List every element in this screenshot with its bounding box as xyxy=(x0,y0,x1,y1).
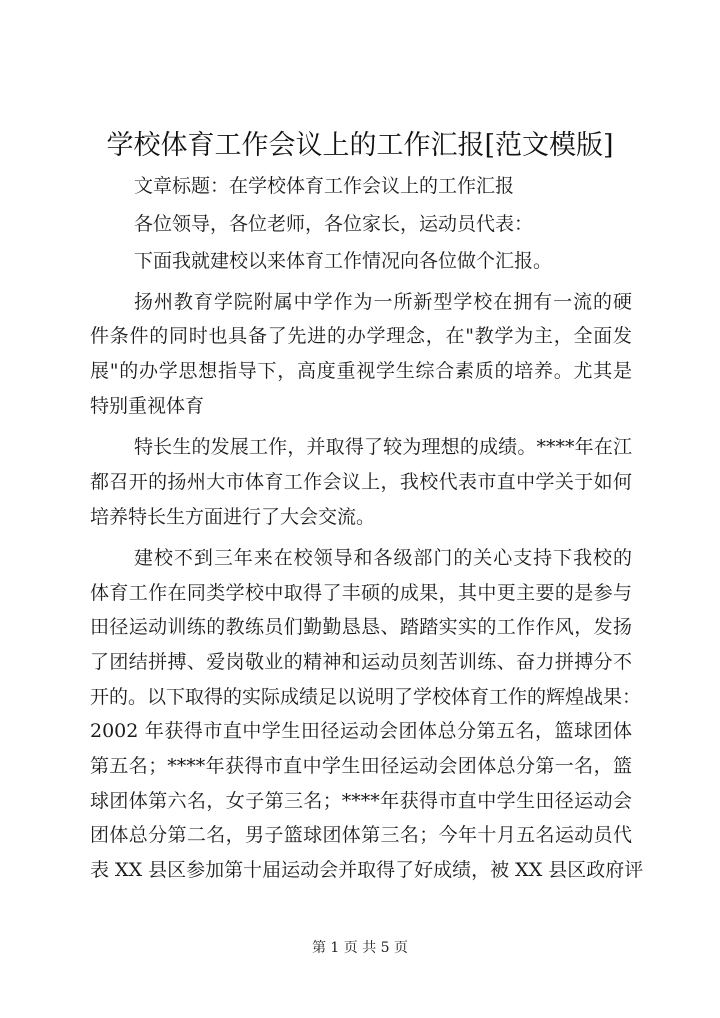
paragraph-line: 特别重视体育 xyxy=(90,395,205,417)
intro-line: 下面我就建校以来体育工作情况向各位做个汇报。 xyxy=(134,250,553,272)
paragraph-line: 培养特长生方面进行了大会交流。 xyxy=(90,506,376,528)
paragraph-line: 表 XX 县区参加第十届运动会并取得了好成绩，被 XX 县区政府评 xyxy=(90,859,644,881)
paragraph-line: 件条件的同时也具备了先进的办学理念，在"教学为主，全面发 xyxy=(90,325,632,347)
page-number-footer: 第 1 页 共 5 页 xyxy=(311,940,409,956)
paragraph-line: 展"的办学思想指导下，高度重视学生综合素质的培养。尤其是 xyxy=(90,360,632,382)
paragraph-line: 开的。以下取得的实际成绩足以说明了学校体育工作的辉煌战果： xyxy=(90,686,642,708)
paragraph-line: 田径运动训练的教练员们勤勤恳恳、踏踏实实的工作作风，发扬 xyxy=(90,616,632,638)
paragraph-line: 扬州教育学院附属中学作为一所新型学校在拥有一流的硬 xyxy=(134,291,632,313)
paragraph-line: 建校不到三年来在校领导和各级部门的关心支持下我校的 xyxy=(134,547,632,569)
paragraph-line: 第五名；****年获得市直中学生田径运动会团体总分第一名，篮 xyxy=(90,755,632,777)
paragraph-line: 了团结拼搏、爱岗敬业的精神和运动员刻苦训练、奋力拼搏分不 xyxy=(90,651,632,673)
paragraph-line: 特长生的发展工作，并取得了较为理想的成绩。****年在江 xyxy=(134,436,632,458)
article-title-line: 文章标题：在学校体育工作会议上的工作汇报 xyxy=(134,175,515,197)
paragraph-line: 球团体第六名，女子第三名；****年获得市直中学生田径运动会 xyxy=(90,790,632,812)
paragraph-line: 体育工作在同类学校中取得了丰硕的成果，其中更主要的是参与 xyxy=(90,582,632,604)
salutation-line: 各位领导，各位老师，各位家长，运动员代表： xyxy=(134,213,534,235)
document-title: 学校体育工作会议上的工作汇报[范文模版] xyxy=(106,130,614,161)
paragraph-line: 团体总分第二名，男子篮球团体第三名；今年十月五名运动员代 xyxy=(90,824,632,846)
paragraph-line: 都召开的扬州大市体育工作会议上，我校代表市直中学关于如何 xyxy=(90,471,632,493)
paragraph-line: 2002 年获得市直中学生田径运动会团体总分第五名，篮球团体 xyxy=(90,720,632,742)
